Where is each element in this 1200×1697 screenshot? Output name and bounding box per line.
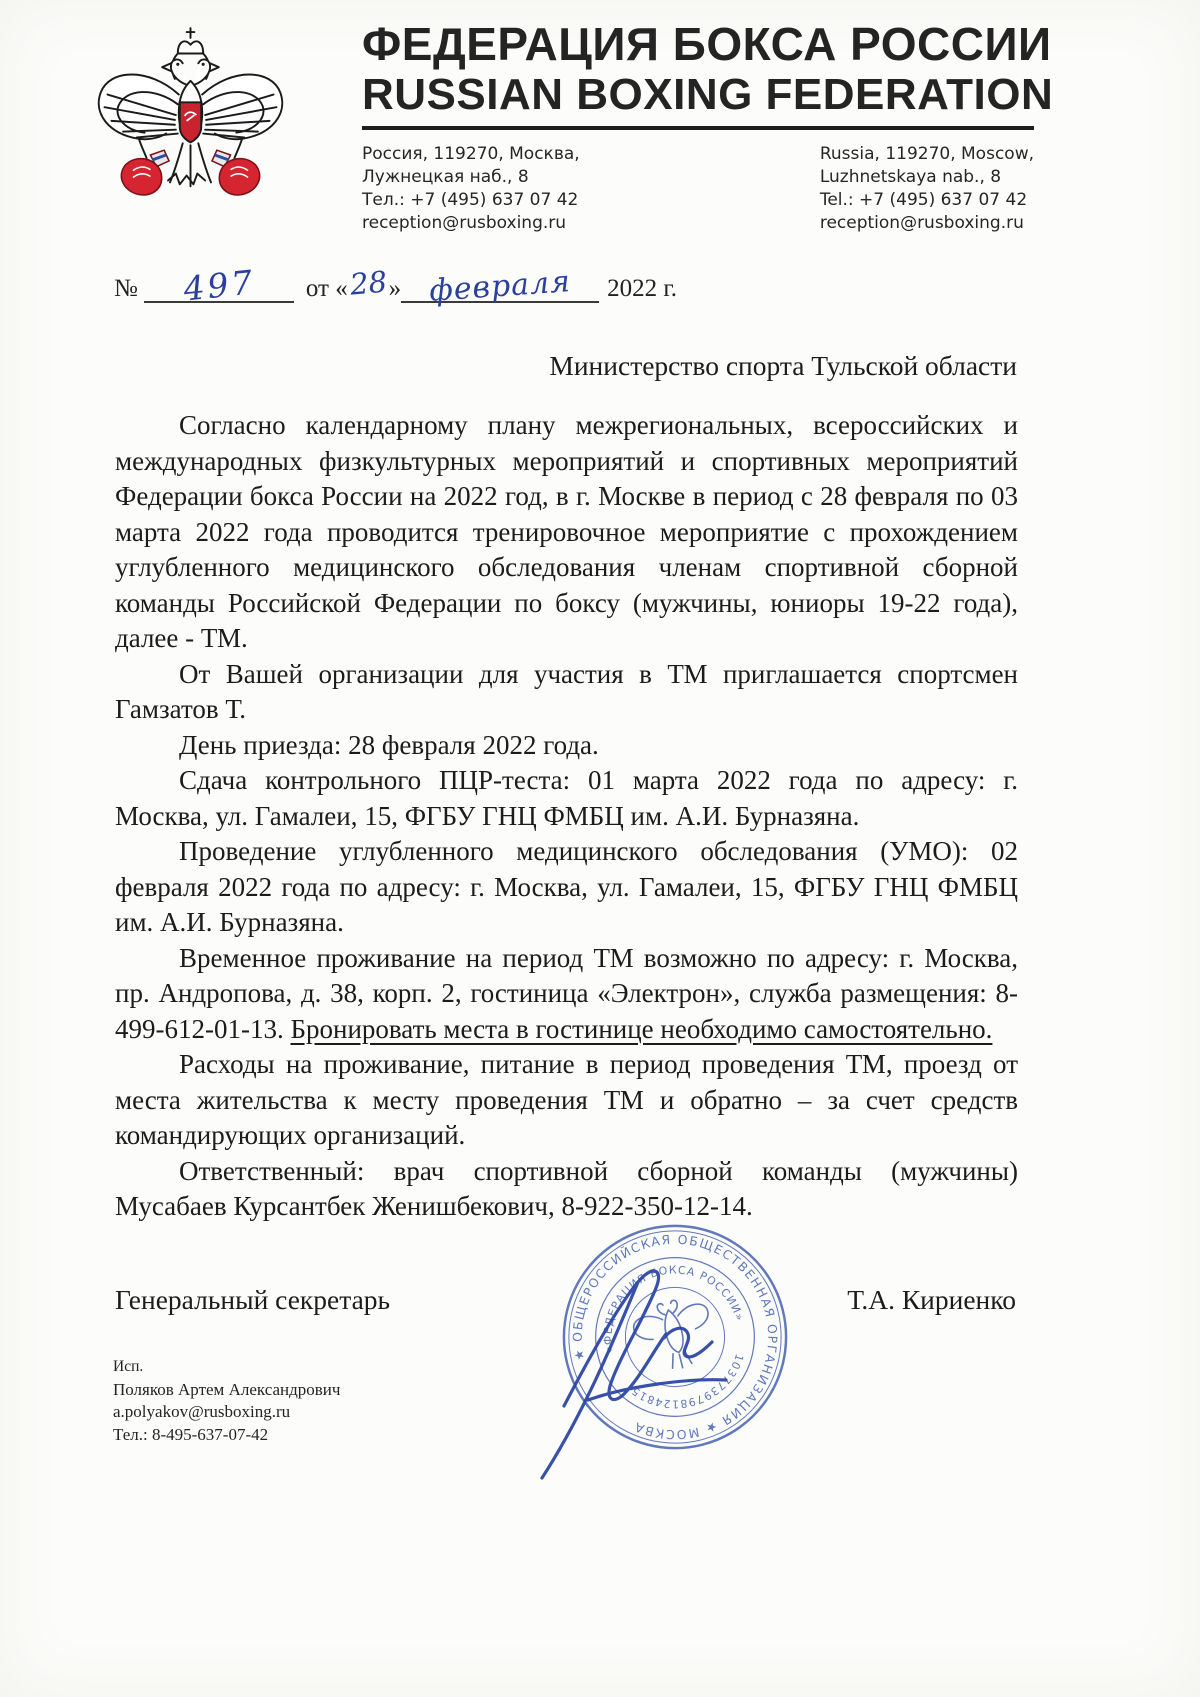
stamp-outer-ring-text: ★ ОБЩЕРОССИЙСКАЯ ОБЩЕСТВЕННАЯ ОРГАНИЗАЦИЯ ★ МОСКВА [569,1231,781,1443]
executor-phone: Тел.: 8-495-637-07-42 [113,1424,269,1444]
address-line: Россия, 119270, Москва, [362,144,580,165]
stamp-registration-number: 1037739798124815 [628,1352,746,1411]
month-blank [401,264,599,309]
executor-block [113,1356,340,1446]
address-line: Лужнецкая наб., 8 [362,167,529,188]
booking-note-underlined: Бронировать места в гостинице необходимо самостоятельно. [290,1013,993,1044]
closing-quote: » [388,275,402,302]
double-headed-eagle-boxing-gloves-icon [88,18,293,214]
letter-body [115,408,1018,1225]
phone-text: Тел.: +7 (495) 637 07 42 [362,190,579,211]
recipient-line: Министерство спорта Тульской области [549,350,1017,381]
paragraph-medical-exam: Проведение углубленного медицинского обследования (УМО): 02 февраля 2022 года по адресу: г. Москва, ул. Гамалеи, 15, ФГБУ ГНЦ ФМБЦ им. А.И. Бурназяна. [115,836,1018,937]
signer-name: Т.А. Кириенко [847,1284,1016,1315]
paragraph-arrival: День приезда: 28 февраля 2022 года. [179,729,599,760]
address-line: Russia, 119270, Moscow, [819,144,1034,165]
email-text: reception@rusboxing.ru [819,213,1024,234]
handwritten-document-number: 497 [181,262,258,309]
paragraph-expenses: Расходы на проживание, питание в период проведения ТМ, проезд от места жительства к месту проведения ТМ и обратно – за счет средств командирующих организаций. [115,1049,1018,1150]
document-number-blank [144,262,294,309]
reference-line [114,262,678,309]
paragraph-invitation: От Вашей организации для участия в ТМ приглашается спортсмен Гамзатов Т. [115,658,1018,724]
address-line: Luzhnetskaya nab., 8 [819,167,1002,188]
stamp-inner-ring-text: «ФЕДЕРАЦИЯ БОКСА РОССИИ» [601,1263,747,1355]
handwritten-month: февраля [428,264,573,309]
year-label: 2022 г. [607,275,678,302]
letterhead-divider [362,126,1034,130]
address-block-russian [362,143,580,235]
handwritten-signature [468,1210,798,1510]
paragraph-schedule: Согласно календарному плану межрегиональных, всероссийских и международных физкультурных мероприятий и спортивных мероприятий Федерации бокса России на 2022 год, в г. Москве в период с 28 февраля по 03 марта 2022 года проводится тренировочное мероприятие с прохождением углубленного медицинского обследования членам спортивной сборной команды Российской Федерации по боксу (мужчины, юниоры 19-22 года), далее - ТМ. [115,410,1018,653]
accommodation-text: Временное проживание на период ТМ возможно по адресу: г. Москва, пр. Андропова, д. 38, корп. 2, гостиница «Электрон», служба размещения: 8-499-612-01-13. [115,942,1018,1044]
address-block-english [820,143,1034,235]
executor-name: Поляков Артем Александрович [113,1379,341,1399]
org-name-english: RUSSIAN BOXING FEDERATION [362,70,1054,120]
handwritten-day: 28 [348,264,389,302]
phone-text: Tel.: +7 (495) 637 07 42 [819,190,1028,211]
email-text: reception@rusboxing.ru [362,213,567,234]
contact-blocks [362,143,1034,235]
paragraph-accommodation [115,941,1018,1048]
from-label: от « [305,275,348,302]
org-name-russian: ФЕДЕРАЦИЯ БОКСА РОССИИ [362,18,1052,70]
signer-position: Генеральный секретарь [115,1284,391,1315]
federation-logo [88,18,293,233]
executor-email: a.polyakov@rusboxing.ru [113,1402,291,1421]
executor-label: Исп. [113,1358,144,1375]
shield-icon [180,102,201,142]
letterhead [362,18,1054,235]
paragraph-responsible: Ответственный: врач спортивной сборной команды (мужчины) Мусабаев Курсантбек Женишбекович, 8-922-350-12-14. [115,1155,1018,1221]
paragraph-pcr-test: Сдача контрольного ПЦР-теста: 01 марта 2022 года по адресу: г. Москва, ул. Гамалеи, 15, ФГБУ ГНЦ ФМБЦ им. А.И. Бурназяна. [115,765,1018,831]
number-sign: № [114,275,138,302]
